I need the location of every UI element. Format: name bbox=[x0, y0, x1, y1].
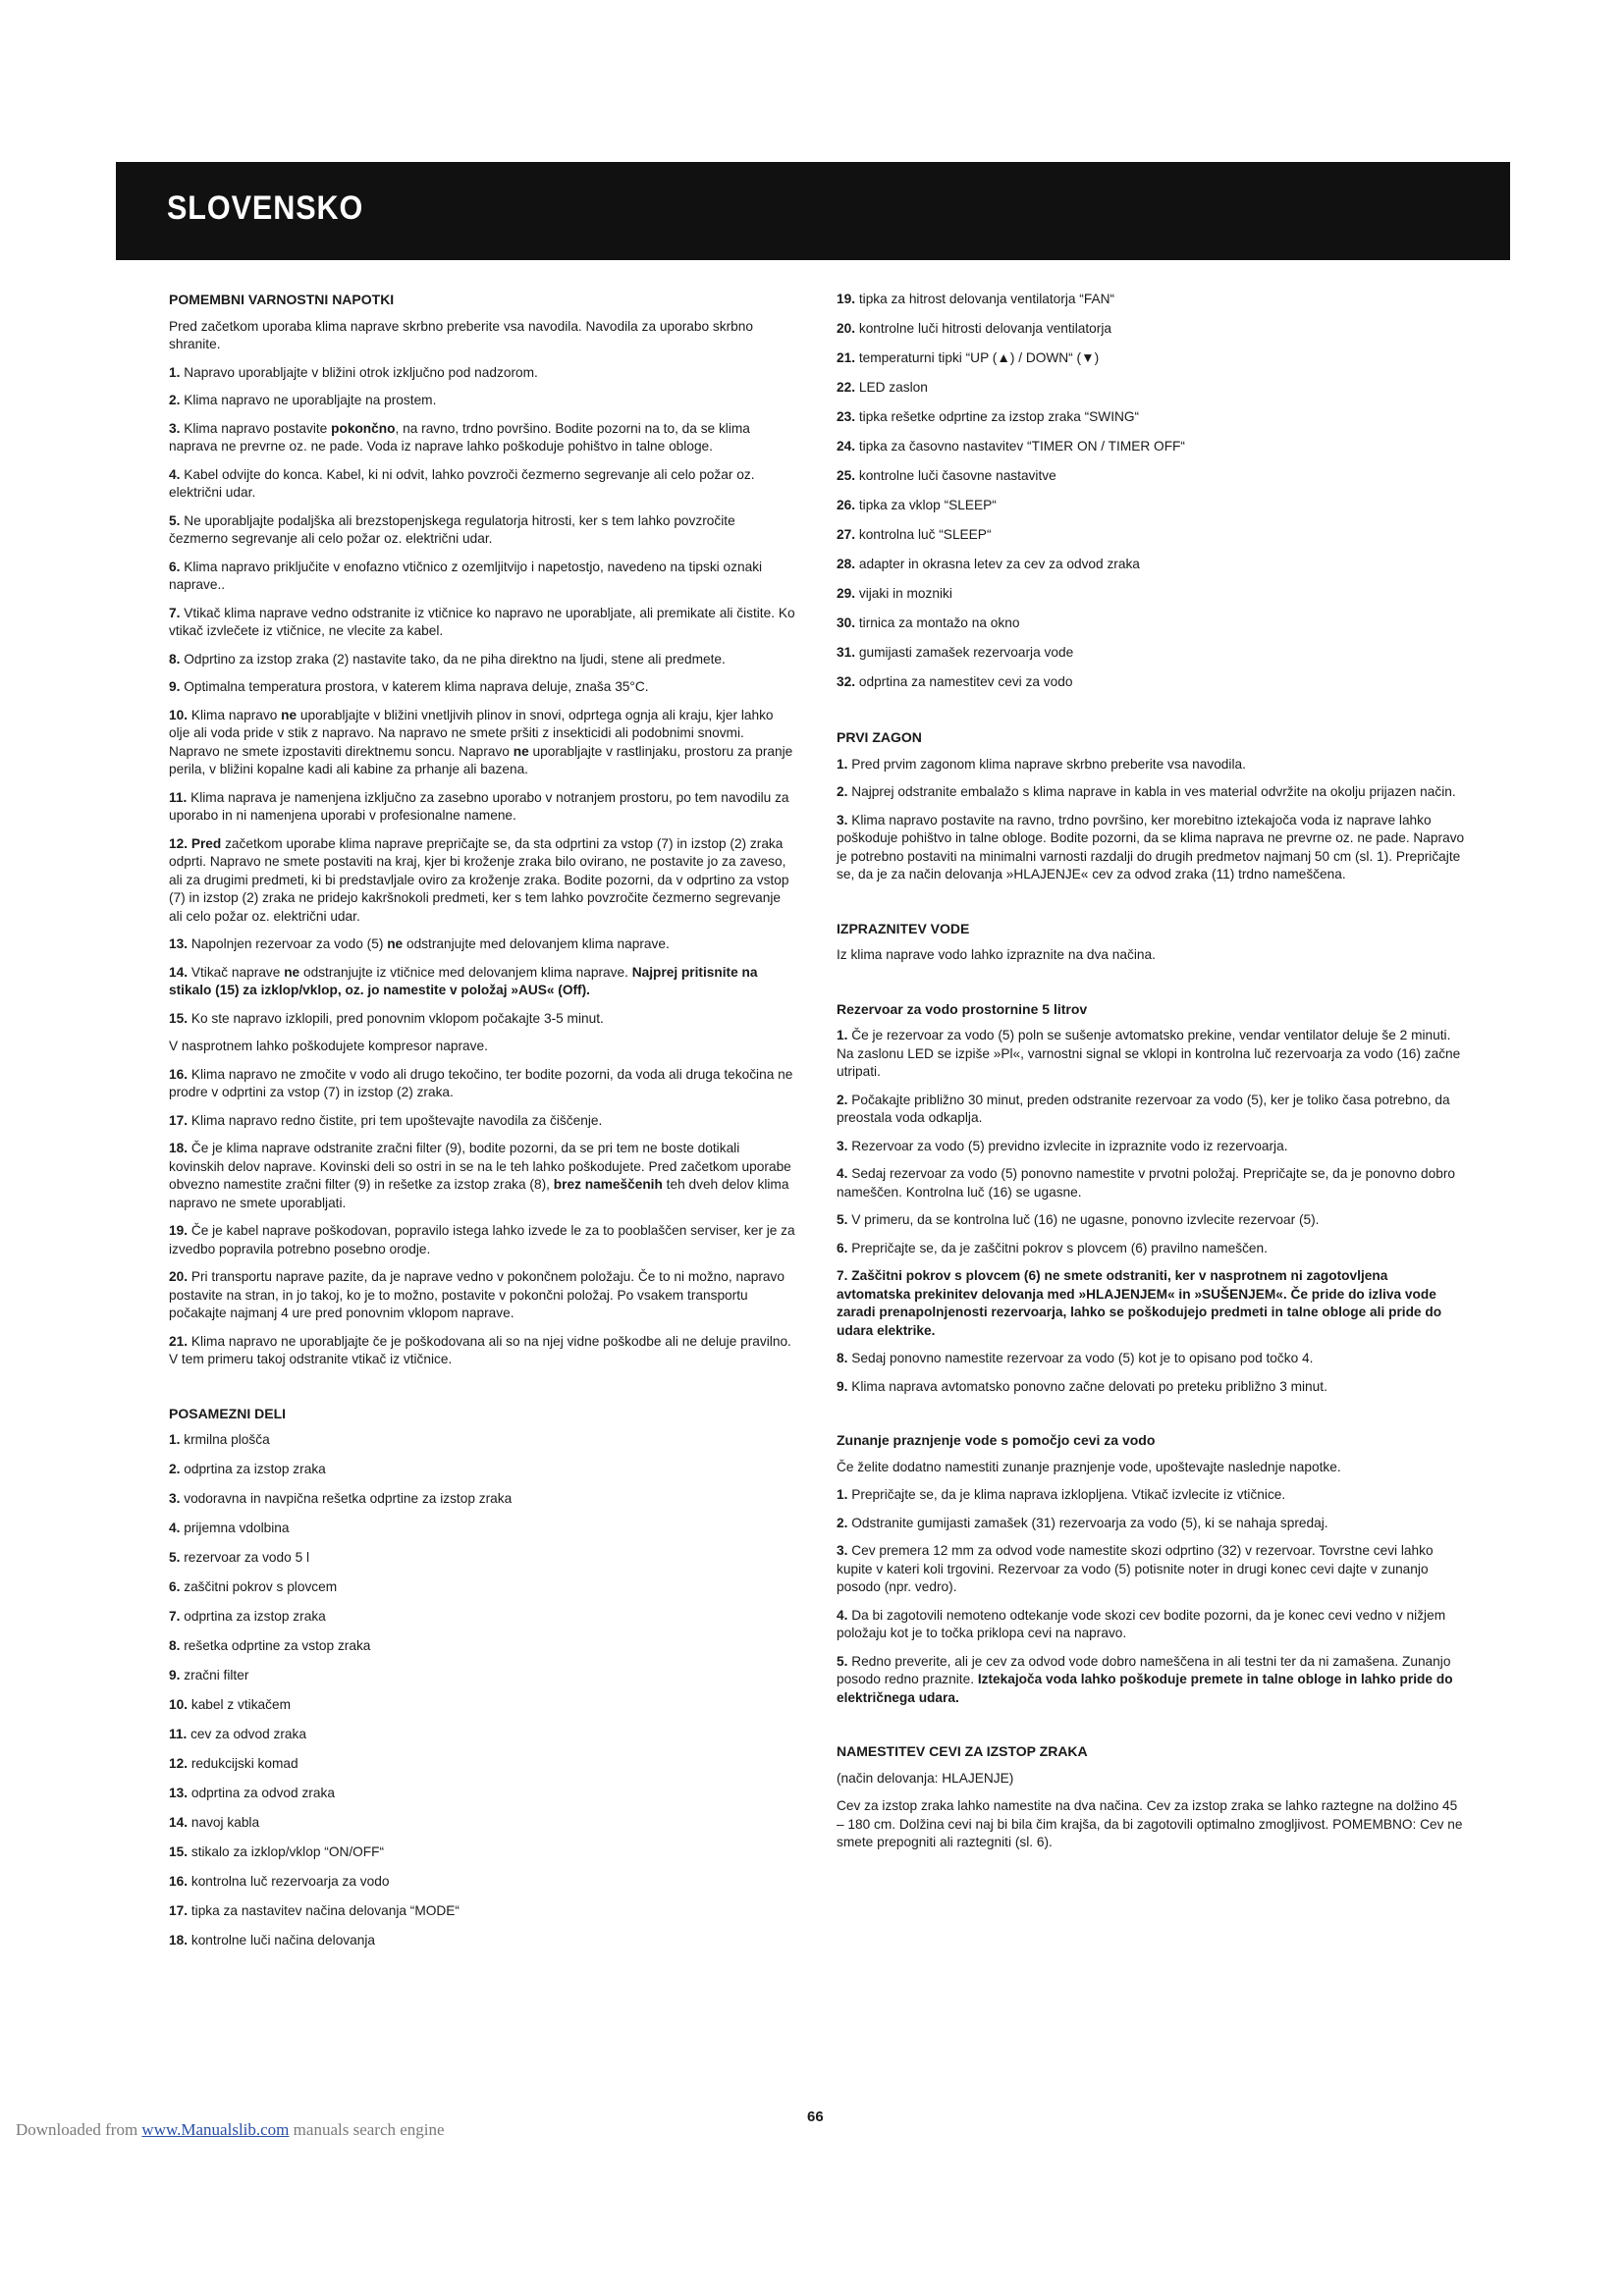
list-item bbox=[169, 364, 797, 383]
item-text: tipka za nastavitev načina delovanja “MODE“ bbox=[190, 1903, 460, 1918]
item-text: Odstranite gumijasti zamašek (31) rezervoarja za vodo (5), ki se nahaja spredaj. bbox=[851, 1515, 1328, 1530]
list-item bbox=[169, 1726, 797, 1744]
item-text: Če je klima naprave odstranite zračni filter (9), bodite pozorni, da se pri tem ne boste dotikali kovinskih delov naprave. Kovinski deli so ostri in se na le teh lahko poškodujete. Pred začetkom uporabe obvezno namestite zračni filter (9) in rešetke za izstop zraka (8), bbox=[169, 1141, 791, 1192]
list-item bbox=[169, 789, 797, 826]
item-text: Kabel odvijte do konca. Kabel, ki ni odvit, lahko povzroči čezmerno segrevanje ali celo požar oz. električni udar. bbox=[169, 466, 755, 500]
item-text: Počakajte približno 30 minut, preden odstranite rezervoar za vodo (5), ker je toliko časa potrebno, da preostala voda odkaplja. bbox=[837, 1092, 1450, 1125]
item-number: 23. bbox=[837, 409, 859, 424]
item-number: 5. bbox=[169, 1550, 185, 1565]
manualslib-link[interactable]: www.Manualslib.com bbox=[141, 2120, 290, 2139]
item-number: 2. bbox=[837, 1515, 852, 1530]
item-number: 11. bbox=[169, 1727, 191, 1741]
item-number: 4. bbox=[169, 466, 185, 482]
parts-list-left bbox=[169, 1431, 797, 1950]
list-item bbox=[837, 438, 1465, 456]
item-number: 9. bbox=[837, 1378, 852, 1394]
download-watermark bbox=[16, 2120, 445, 2140]
safety-list bbox=[169, 364, 797, 1369]
item-number: 2. bbox=[837, 784, 852, 799]
item-number: 9. bbox=[169, 1668, 185, 1682]
item-text: Napravo uporabljajte v bližini otrok izključno pod nadzorom. bbox=[184, 364, 538, 380]
item-number: 22. bbox=[837, 380, 859, 395]
item-number: 21. bbox=[169, 1333, 191, 1349]
safety-intro: Pred začetkom uporaba klima naprave skrbno preberite vsa navodila. Navodila za uporabo skrbno shranite. bbox=[169, 318, 753, 351]
list-item bbox=[169, 1010, 797, 1029]
list-item bbox=[169, 1696, 797, 1715]
list-item bbox=[169, 1431, 797, 1450]
list-item bbox=[169, 1333, 797, 1369]
item-number: 18. bbox=[169, 1141, 191, 1155]
item-text: začetkom uporabe klima naprave prepričajte se, da sta odprtini za vstop (7) in izstop (2) zraka odprti. Napravo ne smete postaviti na kraj, kjer bi kroženje zraka bilo ovirano, ne postavite jo za zaveso, ali za drugimi predmeti, ki bi predstavljale oviro za kroženje zraka. Bodite pozorni, da v odprtino za vstop (7) in izstop (2) zraka ne pridejo kakršnokoli predmeti, ker s tem lahko povzročite čezmerno segrevanje ali celo požar oz. električni udar. bbox=[169, 835, 789, 924]
item-text: Redno preverite, ali je cev za odvod vode dobro nameščena in ali testni ter da ni zamašena. Zunanjo posodo redno praznite. bbox=[837, 1653, 1451, 1686]
item-text: vodoravna in navpična rešetka odprtine za izstop zraka bbox=[184, 1491, 513, 1506]
list-item bbox=[169, 1490, 797, 1509]
item-number: 9. bbox=[169, 679, 185, 694]
list-item bbox=[169, 1667, 797, 1685]
item-text: ne bbox=[513, 743, 529, 759]
list-item bbox=[169, 1843, 797, 1862]
list-item bbox=[169, 935, 797, 954]
item-number: 15. bbox=[169, 1844, 191, 1859]
item-number: 25. bbox=[837, 468, 859, 483]
list-item bbox=[169, 559, 797, 595]
item-number: 14. bbox=[169, 1815, 191, 1830]
list-item bbox=[169, 1112, 797, 1131]
spacer bbox=[169, 1379, 797, 1405]
item-number: 2. bbox=[837, 1092, 852, 1107]
item-text: uporabljajte v bližini vnetljivih plinov in snovi, odprtega ognja ali kraju, kjer lahko olje ali voda pride v stik z napravo. Na napravo ne smete pršiti z insekticidi ali podobnimi snovmi. Napravo ne smete izpostaviti direktnemu soncu. Napravo bbox=[169, 707, 774, 759]
item-text: kontrolna luč “SLEEP“ bbox=[858, 527, 992, 542]
spacer bbox=[837, 975, 1465, 1000]
item-number: 28. bbox=[837, 557, 859, 571]
list-item bbox=[837, 1378, 1465, 1397]
item-text: ne bbox=[281, 707, 298, 722]
list-item bbox=[169, 1520, 797, 1538]
list-item bbox=[837, 614, 1465, 633]
item-number: 17. bbox=[169, 1903, 191, 1918]
item-number: 17. bbox=[169, 1112, 191, 1128]
list-item bbox=[837, 556, 1465, 574]
list-item bbox=[169, 1066, 797, 1102]
left-column bbox=[169, 291, 797, 1961]
list-item bbox=[169, 1268, 797, 1323]
exhaust-text: Cev za izstop zraka lahko namestite na dva načina. Cev za izstop zraka se lahko raztegne na dolžino 45 – 180 cm. Dolžina cevi naj bi bila čim krajša, da bi zagotovili optimalno zmogljivost. POMEMBNO: Cev ne smete prepogniti ali raztegniti (sl. 6). bbox=[837, 1798, 1463, 1849]
item-text: Če je rezervoar za vodo (5) poln se sušenje avtomatsko prekine, vendar ventilator deluje še 2 minuti. Na zaslonu LED se izpiše »Pl«, varnostni signal se vklopi in kontrolna luč rezervoarja za vodo (16) začne utripati. bbox=[837, 1028, 1461, 1079]
list-item bbox=[169, 678, 797, 697]
list-item bbox=[837, 1350, 1465, 1368]
language-banner bbox=[116, 162, 1510, 260]
item-number: 7. bbox=[169, 1609, 185, 1624]
item-text: Klima napravo ne zmočite v vodo ali drugo tekočino, ter bodite pozorni, da voda ali druga tekočina ne prodre v odprtini za vstop (7) in izstop (2) zraka. bbox=[169, 1066, 793, 1099]
item-text: tirnica za montažo na okno bbox=[858, 615, 1020, 630]
list-item bbox=[837, 291, 1465, 309]
list-item bbox=[169, 1578, 797, 1597]
list-item bbox=[837, 1653, 1465, 1708]
list-item bbox=[837, 467, 1465, 486]
item-text: V nasprotnem lahko poškodujete kompresor naprave. bbox=[169, 1039, 488, 1053]
list-item bbox=[837, 644, 1465, 663]
list-item bbox=[169, 1755, 797, 1774]
item-text: Pred bbox=[190, 835, 222, 851]
item-text: Klima naprava avtomatsko ponovno začne delovati po preteku približno 3 minut. bbox=[851, 1378, 1327, 1394]
item-text: odprtina za izstop zraka bbox=[184, 1462, 326, 1476]
item-text: ne bbox=[387, 936, 404, 951]
list-item bbox=[837, 585, 1465, 604]
list-item bbox=[169, 1038, 797, 1056]
item-text: temperaturni tipki “UP (▲) / DOWN“ (▼) bbox=[858, 350, 1100, 365]
list-item bbox=[169, 1873, 797, 1892]
language-title: SLOVENSKO bbox=[167, 189, 364, 227]
list-item bbox=[169, 466, 797, 503]
list-item bbox=[169, 420, 797, 456]
item-number: 2. bbox=[169, 393, 185, 407]
list-item bbox=[169, 392, 797, 410]
item-text: tipka za hitrost delovanja ventilatorja “FAN“ bbox=[858, 292, 1115, 306]
item-number: 1. bbox=[169, 364, 185, 380]
exhaust-mode: (način delovanja: HLAJENJE) bbox=[837, 1770, 1014, 1786]
item-number: 6. bbox=[169, 1579, 185, 1594]
item-text: Pred prvim zagonom klima naprave skrbno preberite vsa navodila. bbox=[851, 756, 1246, 772]
item-text: Klima napravo postavite bbox=[184, 420, 332, 436]
tank-list bbox=[837, 1027, 1465, 1396]
watermark-suffix: manuals search engine bbox=[289, 2120, 445, 2139]
list-item bbox=[169, 707, 797, 779]
item-text: navoj kabla bbox=[190, 1815, 260, 1830]
list-item bbox=[837, 1515, 1465, 1533]
item-text: Klima napravo priključite v enofazno vtičnico z ozemljitvijo i napetostjo, navedeno na tipski oznaki naprave.. bbox=[169, 559, 763, 592]
list-item bbox=[837, 526, 1465, 545]
item-number: 3. bbox=[169, 420, 185, 436]
item-number: 20. bbox=[837, 321, 859, 336]
external-list bbox=[837, 1486, 1465, 1707]
item-number: 13. bbox=[169, 1786, 191, 1800]
spacer bbox=[837, 894, 1465, 920]
item-text: uporabljajte v rastlinjaku, prostoru za pranje perila, v bližini kopalne kadi ali kabine za prhanje ali bazena. bbox=[169, 743, 793, 776]
parts-title: POSAMEZNI DELI bbox=[169, 1405, 287, 1421]
list-item bbox=[837, 1165, 1465, 1201]
list-item bbox=[169, 605, 797, 641]
item-text: Prepričajte se, da je zaščitni pokrov s plovcem (6) pravilno nameščen. bbox=[851, 1240, 1268, 1255]
item-text: tipka za vklop “SLEEP“ bbox=[858, 498, 997, 512]
item-number: 12. bbox=[169, 1756, 191, 1771]
tank-title: Rezervoar za vodo prostornine 5 litrov bbox=[837, 1000, 1088, 1017]
item-text: kabel z vtikačem bbox=[190, 1697, 292, 1712]
item-number: 27. bbox=[837, 527, 859, 542]
item-text: kontrolne luči hitrosti delovanja ventilatorja bbox=[858, 321, 1112, 336]
list-item bbox=[837, 379, 1465, 398]
item-text: rezervoar za vodo 5 l bbox=[184, 1550, 310, 1565]
item-number: 1. bbox=[837, 1487, 852, 1502]
item-number: 13. bbox=[169, 936, 191, 951]
spacer bbox=[837, 1406, 1465, 1431]
drain-title: IZPRAZNITEV VODE bbox=[837, 920, 970, 936]
item-number: 10. bbox=[169, 707, 191, 722]
item-number: 6. bbox=[837, 1240, 852, 1255]
item-text: Klima napravo bbox=[190, 707, 282, 722]
item-text: Klima napravo ne uporabljajte če je poškodovana ali so na njej vidne poškodbe ali ne deluje pravilno. V tem primeru takoj odstranite vtikač iz vtičnice. bbox=[169, 1333, 791, 1366]
item-text: odprtina za izstop zraka bbox=[184, 1609, 326, 1624]
item-number: 19. bbox=[169, 1223, 191, 1238]
list-item bbox=[837, 1542, 1465, 1597]
item-text: pokončno bbox=[331, 420, 396, 436]
item-number: 3. bbox=[837, 812, 852, 828]
item-number: 2. bbox=[169, 1462, 185, 1476]
item-text: Vtikač klima naprave vedno odstranite iz vtičnice ko napravo ne uporabljate, ali premikate ali čistite. Ko vtikač izvlečete iz vtičnice, ne vlecite za kabel. bbox=[169, 605, 795, 638]
item-text: kontrolne luči časovne nastavitve bbox=[858, 468, 1056, 483]
list-item bbox=[169, 1637, 797, 1656]
item-number: 29. bbox=[837, 586, 859, 601]
item-number: 26. bbox=[837, 498, 859, 512]
list-item bbox=[837, 1027, 1465, 1082]
list-item bbox=[169, 651, 797, 669]
item-text: odstranjujte iz vtičnice med delovanjem klima naprave. bbox=[299, 964, 632, 980]
list-item bbox=[169, 1932, 797, 1950]
item-text: LED zaslon bbox=[858, 380, 928, 395]
item-number: 4. bbox=[169, 1521, 185, 1535]
item-text: Iztekajoča voda lahko poškoduje premete in talne obloge in lahko pride do električnega udara. bbox=[837, 1672, 1453, 1705]
item-text: kontrolna luč rezervoarja za vodo bbox=[190, 1874, 390, 1889]
list-item bbox=[837, 497, 1465, 515]
item-text: prijemna vdolbina bbox=[184, 1521, 290, 1535]
item-text: Če je kabel naprave poškodovan, popravilo istega lahko izvede le za to pooblaščen serviser, ker je za izvedbo popravila potrebno posebno orodje. bbox=[169, 1223, 795, 1256]
item-text: odprtina za odvod zraka bbox=[190, 1786, 335, 1800]
item-number: 1. bbox=[837, 756, 852, 772]
list-item bbox=[169, 1902, 797, 1921]
item-number: 21. bbox=[837, 350, 859, 365]
item-number: 24. bbox=[837, 439, 859, 454]
item-text: tipka rešetke odprtine za izstop zraka “SWING“ bbox=[858, 409, 1140, 424]
item-text: Najprej odstranite embalažo s klima naprave in kabla in ves material odvržite na okolju prijazen način. bbox=[851, 784, 1456, 799]
first-start-title: PRVI ZAGON bbox=[837, 729, 922, 745]
safety-title: POMEMBNI VARNOSTNI NAPOTKI bbox=[169, 292, 395, 307]
item-number: 7. bbox=[837, 1268, 852, 1283]
item-number: 4. bbox=[837, 1166, 852, 1181]
item-number: 11. bbox=[169, 789, 191, 805]
item-text: Klima napravo postavite na ravno, trdno površino, ker morebitno iztekajoča voda iz naprave lahko poškoduje pohištvo in talne obloge. Bodite pozorni, da se klima naprava ne prevrne oz. ne pade. Napravo je potrebno postaviti na minimalni varnosti razdalji do drugih predmetov najmanj 50 cm (sl. 1). Prepričajte se, da je za način delovanja »HLAJENJE« cev za odvod zraka (11) trdno nameščena. bbox=[837, 812, 1465, 881]
item-text: Optimalna temperatura prostora, v katerem klima naprava deluje, znaša 35°C. bbox=[184, 679, 649, 694]
item-number: 19. bbox=[837, 292, 859, 306]
item-text: Prepričajte se, da je klima naprava izklopljena. Vtikač izvlecite iz vtičnice. bbox=[851, 1487, 1286, 1502]
item-text: odstranjujte med delovanjem klima naprave. bbox=[403, 936, 670, 951]
item-number: 30. bbox=[837, 615, 859, 630]
item-text: tipka za časovno nastavitev “TIMER ON / TIMER OFF“ bbox=[858, 439, 1185, 454]
list-item bbox=[169, 1785, 797, 1803]
item-text: V primeru, da se kontrolna luč (16) ne ugasne, ponovno izvlecite rezervoar (5). bbox=[851, 1212, 1320, 1227]
list-item bbox=[169, 835, 797, 927]
list-item bbox=[837, 756, 1465, 774]
item-text: teh dveh delov klima napravo ne smete uporabljati. bbox=[169, 1177, 789, 1210]
item-number: 4. bbox=[837, 1607, 852, 1623]
item-text: Napolnjen rezervoar za vodo (5) bbox=[190, 936, 388, 951]
list-item bbox=[169, 1461, 797, 1479]
item-text: Pri transportu naprave pazite, da je naprave vedno v pokončnem položaju. Če to ni možno, napravo postavite na stran, in jo takoj, ko je to možno, postavite v pokončni položaj. Po vsakem transportu počakajte najmanj 4 ure pred ponovnim vklopom naprave. bbox=[169, 1269, 785, 1320]
item-number: 1. bbox=[169, 1432, 185, 1447]
list-item bbox=[837, 1240, 1465, 1258]
list-item bbox=[837, 1138, 1465, 1156]
item-text: stikalo za izklop/vklop “ON/OFF“ bbox=[190, 1844, 385, 1859]
item-text: Najprej pritisnite na stikalo (15) za izklop/vklop, oz. jo namestite v položaj »AUS« (Off). bbox=[169, 964, 758, 997]
item-number: 15. bbox=[169, 1010, 191, 1026]
item-number: 14. bbox=[169, 964, 191, 980]
item-text: rešetka odprtine za vstop zraka bbox=[184, 1638, 371, 1653]
item-text: Rezervoar za vodo (5) previdno izvlecite in izpraznite vodo iz rezervoarja. bbox=[851, 1138, 1288, 1153]
item-number: 3. bbox=[169, 1491, 185, 1506]
item-text: Da bi zagotovili nemoteno odtekanje vode skozi cev bodite pozorni, da je konec cevi vedno v nižjem položaju kot je to točka priklopa cevi na napravo. bbox=[837, 1607, 1446, 1640]
item-text: cev za odvod zraka bbox=[190, 1727, 307, 1741]
list-item bbox=[837, 1092, 1465, 1128]
item-number: 3. bbox=[837, 1543, 852, 1558]
first-start-list bbox=[837, 756, 1465, 884]
item-text: brez nameščenih bbox=[553, 1177, 663, 1192]
list-item bbox=[169, 512, 797, 549]
item-text: Klima naprava je namenjena izključno za zasebno uporabo v notranjem prostoru, po tem navodilu za uporabo in ni namenjena uporabi v profesionalne namene. bbox=[169, 789, 789, 823]
item-text: odprtina za namestitev cevi za vodo bbox=[858, 674, 1073, 689]
list-item bbox=[169, 1140, 797, 1212]
item-text: Sedaj rezervoar za vodo (5) ponovno namestite v prvotni položaj. Prepričajte se, da je ponovno dobro nameščen. Kontrolna luč (16) se ugasne. bbox=[837, 1166, 1455, 1200]
parts-list-right bbox=[837, 291, 1465, 692]
item-text: ne bbox=[284, 964, 300, 980]
item-number: 1. bbox=[837, 1028, 852, 1042]
item-text: Odprtino za izstop zraka (2) nastavite tako, da ne piha direktno na ljudi, stene ali predmete. bbox=[184, 651, 726, 667]
list-item bbox=[837, 349, 1465, 368]
list-item bbox=[169, 1814, 797, 1833]
spacer bbox=[837, 703, 1465, 728]
item-text: Cev premera 12 mm za odvod vode namestite skozi odprtino (32) v rezervoar. Tovrstne cevi lahko kupite v kateri koli trgovini. Rezervoar za vodo (5) potisnite noter in drugi konec cevi dajte v zunanjo posodo (npr. vedro). bbox=[837, 1543, 1434, 1594]
watermark-prefix: Downloaded from bbox=[16, 2120, 142, 2139]
list-item bbox=[169, 1222, 797, 1258]
item-number: 8. bbox=[837, 1351, 852, 1365]
item-text: gumijasti zamašek rezervoarja vode bbox=[858, 645, 1074, 660]
item-number: 5. bbox=[837, 1212, 852, 1227]
item-number: 16. bbox=[169, 1874, 191, 1889]
item-number: 18. bbox=[169, 1933, 191, 1948]
item-text: Ne uporabljajte podaljška ali brezstopenjskega regulatorja hitrosti, ker s tem lahko povzročite čezmerno segrevanje ali celo požar oz. električni udar. bbox=[169, 512, 735, 546]
item-number: 5. bbox=[169, 512, 185, 528]
external-intro: Če želite dodatno namestiti zunanje praznjenje vode, upoštevajte naslednje napotke. bbox=[837, 1459, 1341, 1474]
item-text: adapter in okrasna letev za cev za odvod zraka bbox=[858, 557, 1140, 571]
item-text: Klima napravo redno čistite, pri tem upoštevajte navodila za čiščenje. bbox=[190, 1112, 603, 1128]
item-text: Klima napravo ne uporabljajte na prostem. bbox=[184, 393, 437, 407]
item-text: Sedaj ponovno namestite rezervoar za vodo (5) kot je to opisano pod točko 4. bbox=[851, 1351, 1314, 1365]
item-text: zračni filter bbox=[184, 1668, 249, 1682]
item-number: 31. bbox=[837, 645, 859, 660]
list-item bbox=[837, 408, 1465, 427]
item-number: 8. bbox=[169, 1638, 185, 1653]
item-text: zaščitni pokrov s plovcem bbox=[184, 1579, 338, 1594]
item-text: Ko ste napravo izklopili, pred ponovnim vklopom počakajte 3-5 minut. bbox=[190, 1010, 604, 1026]
page-number: 66 bbox=[807, 2109, 824, 2125]
list-item bbox=[837, 1607, 1465, 1643]
item-number: 32. bbox=[837, 674, 859, 689]
item-number: 16. bbox=[169, 1066, 191, 1082]
list-item bbox=[169, 1608, 797, 1627]
spacer bbox=[837, 1717, 1465, 1742]
item-number: 20. bbox=[169, 1269, 191, 1284]
list-item bbox=[837, 1211, 1465, 1230]
item-text: , na ravno, trdno površino. Bodite pozorni na to, da se klima naprava ne prevrne oz. ne pade. Voda iz naprave lahko poškoduje pohištvo in talne obloge. bbox=[169, 420, 750, 454]
list-item bbox=[837, 1267, 1465, 1340]
item-text: redukcijski komad bbox=[190, 1756, 298, 1771]
exhaust-title: NAMESTITEV CEVI ZA IZSTOP ZRAKA bbox=[837, 1743, 1088, 1759]
item-text: Zaščitni pokrov s plovcem (6) ne smete odstraniti, ker v nasprotnem ni zagotovljena avtomatska prekinitev delovanja med »HLAJENJEM« in »SUŠENJEM«. Če pride do izliva vode zaradi prenapolnjenosti rezervoarja, lahko se poškodujejo predmeti in talne obloge ali pride do udara elektrike. bbox=[837, 1268, 1442, 1338]
item-number: 12. bbox=[169, 835, 191, 851]
item-number: 8. bbox=[169, 651, 185, 667]
external-title: Zunanje praznjenje vode s pomočjo cevi za vodo bbox=[837, 1432, 1156, 1448]
list-item bbox=[169, 1549, 797, 1568]
item-number: 3. bbox=[837, 1138, 852, 1153]
item-number: 5. bbox=[837, 1653, 852, 1669]
list-item bbox=[837, 673, 1465, 692]
item-number: 10. bbox=[169, 1697, 191, 1712]
item-text: krmilna plošča bbox=[184, 1432, 270, 1447]
list-item bbox=[837, 1486, 1465, 1505]
drain-intro: Iz klima naprave vodo lahko izpraznite na dva načina. bbox=[837, 947, 1156, 962]
list-item bbox=[837, 320, 1465, 339]
item-number: 6. bbox=[169, 559, 185, 574]
item-text: kontrolne luči načina delovanja bbox=[190, 1933, 376, 1948]
list-item bbox=[837, 812, 1465, 884]
list-item bbox=[837, 783, 1465, 802]
item-text: vijaki in mozniki bbox=[858, 586, 952, 601]
list-item bbox=[169, 964, 797, 1000]
right-column bbox=[837, 291, 1465, 1862]
item-number: 7. bbox=[169, 605, 185, 620]
item-text: Vtikač naprave bbox=[190, 964, 285, 980]
